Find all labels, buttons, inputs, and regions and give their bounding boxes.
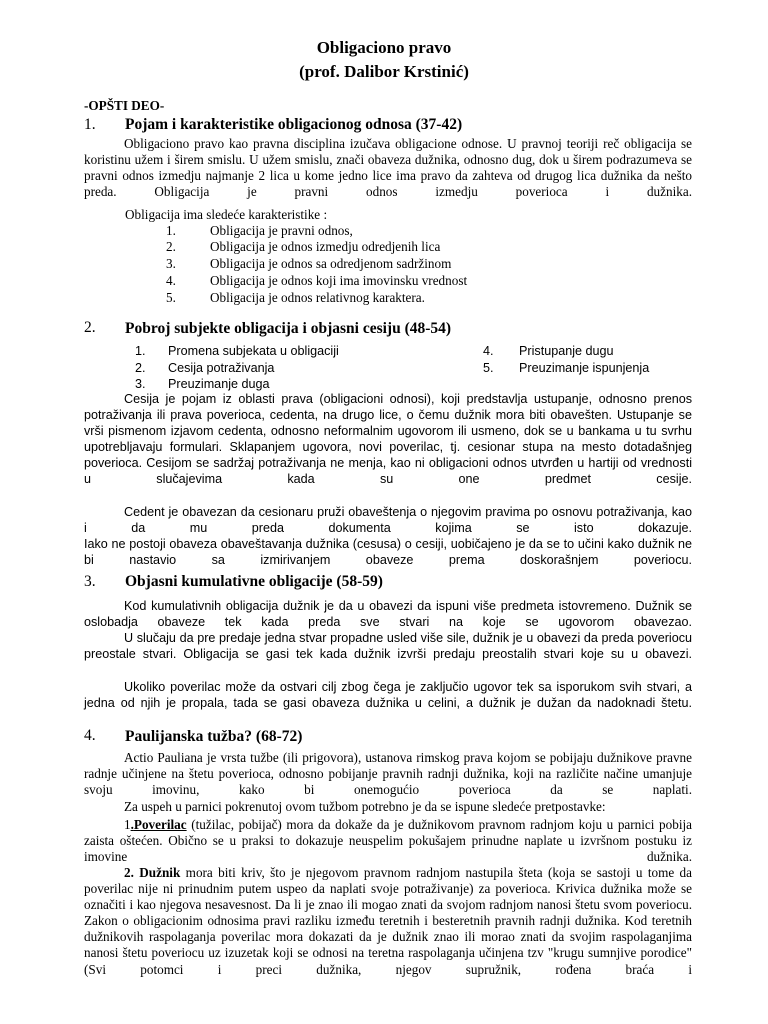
q1-item-text: Obligacija je odnos relativnog karaktera. [210,290,425,305]
q1-list-intro: Obligacija ima sledeće karakteristike : [125,207,328,222]
q3-heading: Objasni kumulativne obligacije (58-59) [125,573,383,590]
q4-number: 4. [84,727,96,744]
q3-paragraph: Ukoliko poverilac može da ostvari cilj zbog čega je zaključio ugovor tek sa isporukom svih stvari, a jedna od njih je propala, tada se gasi obaveza dužnika u celini, a dužnik je dužan da nadoknadi štetu. [84,680,692,711]
q3-paragraph: Kod kumulativnih obligacija dužnik je da u obavezi da ispuni više predmeta istovremeno. Dužnik se oslobadja obaveze tek kada preda sve stvari na koje se ugovorom obavezao. [84,599,692,630]
q4-paragraph: Actio Pauliana je vrsta tužbe (ili prigovora), ustanova rimskog prava kojom se pobijaju dužnikove pravne radnje učinjene na štetu poverioca, odnosno pobijanje pravnih radnji dužnika, koji na različite načine umanjuje svoju imovinu, kako bi onemogućio poverioca da se naplati. [84,750,692,798]
q2-heading: Pobroj subjekte obligacija i objasni cesiju (48-54) [125,320,452,337]
q4-paragraph: Za uspeh u parnici pokrenutoj ovom tužbom potrebno je da se ispune sledeće pretpostavke: [124,799,606,814]
q1-number: 1. [84,116,96,133]
q2-item-text: Preuzimanje ispunjenja [519,361,650,375]
q3-paragraph: U slučaju da pre predaje jedna stvar propadne usled više sile, dužnik je u obavezi da preda poveriocu preostale stvari. Obligacija se gasi tek kada dužnik izvrši predaju preostalih stvari koje su u obavezi. [84,631,692,662]
q2-paragraph: Iako ne postoji obaveza obaveštavanja dužnika (cesusa) o cesiji, uobičajeno je da se to učini kako dužnik ne bi nastavio sa izmirivanjem obaveze prema doskorašnjem poveriocu. [84,537,692,568]
q1-paragraph: Obligaciono pravo kao pravna disciplina izučava obligacione odnose. U pravnoj teoriji reč obligacija se koristinu užem i širem smislu. U užem smislu, znači obaveza dužnika, odnosno dug, dok u širem podrazumeva se pravni odnos izmedju najmanje 2 lica u kome jedno lice ima pravo da zahteva od drugog lica dužnika da nešto preda. Obligacija je pravni odnos izmedju poverioca i dužnika. [84,136,692,200]
q2-item-text: Pristupanje dugu [519,344,614,358]
q1-item-number: 5. [166,290,176,305]
q1-item-text: Obligacija je odnos izmedju odredjenih lica [210,239,441,254]
q1-item-number: 4. [166,273,176,288]
q4-condition-1-number: 1 [124,817,131,832]
q4-condition-1-label: Poverilac [133,817,187,832]
q2-number: 2. [84,319,96,336]
q4-condition-1-dot: . [130,817,134,832]
q1-item-text: Obligacija je pravni odnos, [210,223,353,238]
q1-heading: Pojam i karakteristike obligacionog odnosa (37-42) [125,116,463,133]
q1-item-text: Obligacija je odnos koji ima imovinsku vrednost [210,273,468,288]
q3-number: 3. [84,573,96,590]
q1-item-number: 2. [166,239,176,254]
q2-item-text: Preuzimanje duga [168,377,270,391]
q2-item-text: Promena subjekata u obligaciji [168,344,339,358]
document-subtitle: (prof. Dalibor Krstinić) [299,62,469,81]
q2-item-number: 2. [135,361,146,375]
q1-item-number: 3. [166,256,176,271]
q2-item-number: 3. [135,377,146,391]
q4-condition-2 [84,865,692,1024]
q2-paragraph: Cedent je obavezan da cesionaru pruži obaveštenja o njegovim pravima po osnovu potraživanja, kao i da mu preda dokumenta kojima se isto dokazuje. [84,505,692,536]
q4-condition-1 [84,817,692,865]
q1-item-text: Obligacija je odnos sa odredjenom sadržinom [210,256,452,271]
q4-condition-2-text: mora biti kriv, što je njegovom pravnom radnjom nastupila šteta (koja se sastoji u tome da poverilac nije ni prinudnim putem uspeo da naplati svoje potraživanje) za poverioca. Krivica dužnika može se označiti i kao njegova nesavesnost. Da li je znao ili mogao znati da svojom radnjom nanosi štetu svom poveriocu. Zakon o obligacionim odnosima pravi razliku između teretnih i besteretnih pravnih radnji dužnika. Kod teretnih dužnikovih raspolaganja poverilac mora dokazati da je dužnik znao ili morao znati da svojim raspolaganjima nanosi štetu poveriocu uz izuzetak koji se odnosi na teretna raspolaganja učinjena tzv "krugu sumnjive porodice" (Svi potomci i preci dužnika, njegov supružnik, rođena braća i [84,865,693,977]
q4-condition-1-text: (tužilac, pobijač) mora da dokaže da je dužnikovom pravnom radnjom koju u parnici pobija zaista oštećen. Obično se u praksi to dokazuje neuspelim pokušajem prinudne naplate u izvršnom postuku iz imovine dužnika. [84,817,692,865]
q2-item-number: 1. [135,344,146,358]
q2-paragraph: Cesija je pojam iz oblasti prava (obligacioni odnosi), koji predstavlja ustupanje, odnosno prenos potraživanja ili prava poverioca, cedenta, na drugo lice, o čemu dužnik mora biti obavešten. Ustupanje se vrši pismenom izjavom cedenta, odnosno neformalnim ugovorom ili usmeno, dok se u bankama u tu svrhu upotrebljavaju formulari. Sklapanjem ugovora, novi poverilac, tj. cesionar stupa na mesto dotadašnjeg poverioca. Cesijom se sadržaj potraživanja ne menja, kao ni obligacioni odnos utvrđen u hartiji od vrednosti u slučajevima kada su one predmet cesije. [84,392,692,487]
q4-heading: Paulijanska tužba? (68-72) [125,728,303,745]
section-label: -OPŠTI DEO- [84,98,165,113]
q4-condition-2-label: 2. Dužnik [124,865,181,880]
q1-item-number: 1. [166,223,176,238]
q2-item-number: 4. [483,344,494,358]
q2-item-text: Cesija potraživanja [168,361,275,375]
q2-item-number: 5. [483,361,494,375]
document-title: Obligaciono pravo [316,38,452,57]
